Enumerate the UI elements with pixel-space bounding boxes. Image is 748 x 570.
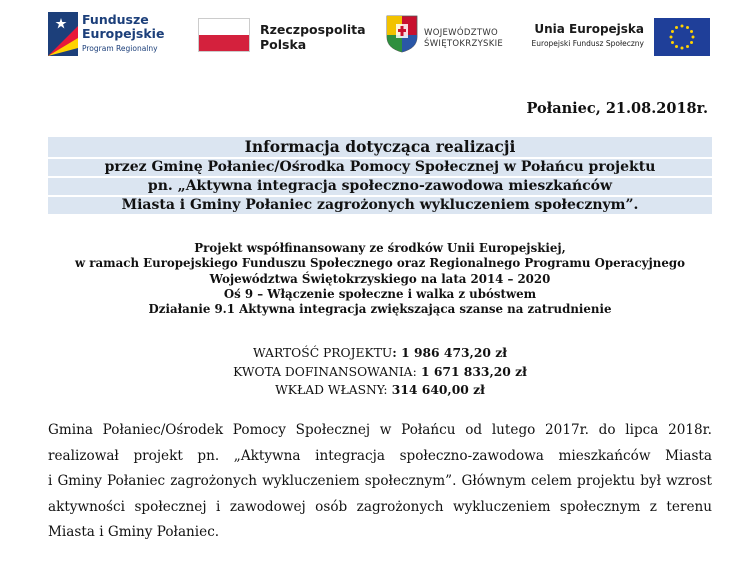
value-label: KWOTA DOFINANSOWANIA: xyxy=(233,364,417,379)
eu-flag-icon xyxy=(654,18,710,56)
fundusze-line1: Fundusze xyxy=(82,12,149,27)
eu-star-icon xyxy=(675,26,678,29)
paragraph-line: Miasta i Gminy Połaniec. xyxy=(48,524,220,540)
wojewodztwo-line2: ŚWIĘTOKRZYSKIE xyxy=(424,39,504,49)
unia-line2: Europejski Fundusz Społeczny xyxy=(531,39,644,48)
project-values xyxy=(40,344,720,400)
eu-star-icon xyxy=(692,36,695,39)
value-label: WKŁAD WŁASNY: xyxy=(275,383,388,397)
eu-star-icon xyxy=(690,30,693,33)
value-amount: 314 640,00 zł xyxy=(387,382,485,397)
unia-line1: Unia Europejska xyxy=(534,22,644,36)
own-contribution-row xyxy=(40,381,720,400)
title-banner xyxy=(48,137,712,216)
value-amount: : 1 986 473,20 zł xyxy=(392,345,507,360)
eu-star-icon xyxy=(681,25,684,28)
fundusze-line2: Europejskie xyxy=(82,26,165,41)
rzeczpospolita-line2: Polska xyxy=(260,37,307,52)
title-line-1: Informacja dotycząca realizacji xyxy=(48,137,712,157)
rzeczpospolita-line1: Rzeczpospolita xyxy=(260,22,366,37)
rzeczpospolita-polska-logo xyxy=(198,12,366,58)
eu-star-icon xyxy=(671,30,674,33)
project-line: w ramach Europejskiego Funduszu Społecznego oraz Regionalnego Programu Operacyjnego xyxy=(75,256,685,271)
title-line-3: pn. „Aktywna integracja społeczno-zawodowa mieszkańców xyxy=(48,178,712,195)
project-funding-info xyxy=(40,241,720,317)
project-line: Działanie 9.1 Aktywna integracja zwiększająca szanse na zatrudnienie xyxy=(148,302,612,317)
fundusze-europejskie-logo xyxy=(48,12,178,58)
coat-of-arms-icon xyxy=(386,15,418,53)
title-line-2: przez Gminę Połaniec/Ośrodka Pomocy Społecznej w Połańcu projektu xyxy=(48,159,712,176)
logo-strip xyxy=(0,0,748,70)
title-line-4: Miasta i Gminy Połaniec zagrożonych wykluczeniem społecznym”. xyxy=(48,197,712,214)
unia-europejska-logo xyxy=(530,12,710,58)
project-line: Projekt współfinansowany ze środków Unii Europejskiej, xyxy=(194,241,566,255)
funding-value-row xyxy=(40,363,720,382)
eu-star-icon xyxy=(675,45,678,48)
wojewodztwo-line1: WOJEWÓDZTWO xyxy=(424,28,499,38)
project-line: Województwa Świętokrzyskiego na lata 2014 – 2020 xyxy=(209,271,551,286)
polish-flag-icon xyxy=(198,18,250,52)
eu-star-icon xyxy=(670,36,673,39)
body-paragraph xyxy=(48,418,712,546)
fundusze-europejskie-emblem-icon xyxy=(48,12,78,56)
project-value-row xyxy=(40,344,720,363)
paragraph-line: realizował projekt pn. „Aktywna integracja społeczno-zawodowa mieszkańców Miasta xyxy=(48,447,712,464)
eu-star-icon xyxy=(671,41,674,44)
value-amount: 1 671 833,20 zł xyxy=(416,363,527,379)
eu-star-icon xyxy=(686,45,689,48)
value-label: WARTOŚĆ PROJEKTU xyxy=(253,346,393,360)
eu-star-icon xyxy=(686,26,689,29)
paragraph-line: aktywności społecznej i zawodowej osób zagrożonych wykluczeniem społecznym z terenu xyxy=(48,498,712,515)
project-line: Oś 9 – Włączenie społeczne i walka z ubóstwem xyxy=(223,286,537,301)
fundusze-line3: Program Regionalny xyxy=(82,44,158,53)
paragraph-line: Gmina Połaniec/Ośrodek Pomocy Społecznej w Połańcu od lutego 2017r. do lipca 2018r. xyxy=(48,422,712,438)
document-date: Połaniec, 21.08.2018r. xyxy=(526,100,708,117)
eu-star-icon xyxy=(681,47,684,50)
eu-star-icon xyxy=(690,41,693,44)
paragraph-line: i Gminy Połaniec zagrożonych wykluczeniem społecznym”. Głównym celem projektu był wzrost xyxy=(48,473,712,489)
wojewodztwo-swietokrzyskie-logo xyxy=(386,12,526,58)
